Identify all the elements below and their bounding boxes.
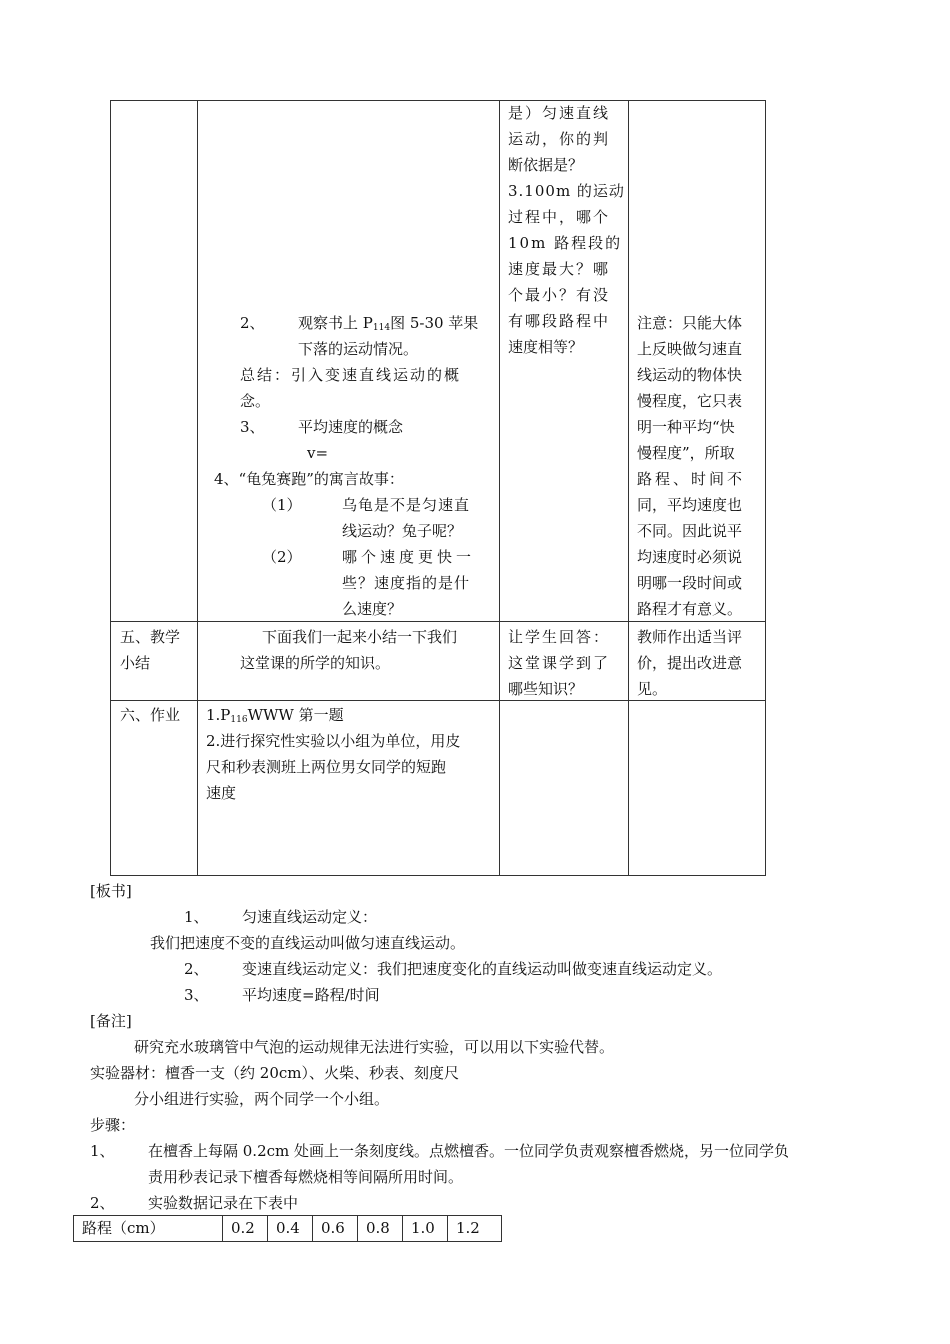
note-line: 明一种平均“快 xyxy=(637,418,735,436)
table-cell: 0.4 xyxy=(268,1216,313,1241)
list-number: 3、 xyxy=(240,418,265,436)
list-number: 1、 xyxy=(90,1142,115,1160)
list-number: 2、 xyxy=(90,1194,115,1212)
summary-line: 总结：引入变速直线运动的概 xyxy=(240,366,462,384)
table-cell: 0.8 xyxy=(358,1216,403,1241)
board-item: 变速直线运动定义：我们把速度变化的直线运动叫做变速直线运动定义。 xyxy=(242,960,723,978)
observe-line-2: 下落的运动情况。 xyxy=(298,340,419,358)
teacher-response: 教师作出适当评 xyxy=(637,628,743,646)
note-line: 注意：只能大体 xyxy=(637,314,743,332)
list-number: 1、 xyxy=(184,908,209,926)
board-item: 匀速直线运动定义： xyxy=(242,908,378,926)
section-heading: [备注] xyxy=(90,1012,132,1030)
table-cell: 0.2 xyxy=(223,1216,268,1241)
note-line: 线运动的物体快 xyxy=(637,366,743,384)
table-cell: 0.6 xyxy=(313,1216,358,1241)
student-response: 哪些知识？ xyxy=(508,680,584,698)
list-number: 2、 xyxy=(240,314,265,332)
observe-line: 观察书上 $P_{114}$图 5-30 苹果 xyxy=(298,314,479,333)
cell-line: 过程中，哪个 xyxy=(508,208,611,226)
question-line: 乌龟是不是匀速直 xyxy=(342,496,471,514)
cell-line: 10m 路程段的 xyxy=(508,234,623,252)
table-header-cell: 路程（cm） xyxy=(74,1216,223,1241)
homework-item: 2.进行探究性实验以小组为单位，用皮 xyxy=(206,732,461,750)
cell-line: 断依据是？ xyxy=(508,156,584,174)
note-line: 慢程度”，所取 xyxy=(637,444,735,462)
question-line: 线运动？兔子呢？ xyxy=(342,522,463,540)
cell-line: 速度最大？哪 xyxy=(508,260,611,278)
cell-line: 有哪段路程中 xyxy=(508,312,611,330)
question-number: （2） xyxy=(262,548,302,566)
student-response: 这堂课学到了 xyxy=(508,654,611,672)
question-number: （1） xyxy=(262,496,302,514)
teacher-response: 见。 xyxy=(637,680,668,698)
note-line: 明哪一段时间或 xyxy=(637,574,743,592)
table-divider xyxy=(628,101,629,875)
row-label: 六、作业 xyxy=(120,706,181,724)
step-text: 责用秒表记录下檀香每燃烧相等间隔所用时间。 xyxy=(148,1168,464,1186)
summary-content: 下面我们一起来小结一下我们 xyxy=(262,628,458,646)
cell-line: 速度相等？ xyxy=(508,338,584,356)
teacher-response: 价，提出改进意 xyxy=(637,654,743,672)
cell-line: 是）匀速直线 xyxy=(508,104,611,122)
row-label: 五、教学 xyxy=(120,628,181,646)
homework-item: 速度 xyxy=(206,784,237,802)
notes-groups: 分小组进行实验，两个同学一个小组。 xyxy=(134,1090,390,1108)
table-cell: 1.2 xyxy=(456,1219,480,1237)
step-text: 实验数据记录在下表中 xyxy=(148,1194,299,1212)
question-line: 哪个速度更快一 xyxy=(342,548,476,566)
homework-item: 尺和秒表测班上两位男女同学的短跑 xyxy=(206,758,447,776)
steps-label: 步骤： xyxy=(90,1116,136,1134)
table-divider xyxy=(499,101,500,875)
list-number: 2、 xyxy=(184,960,209,978)
average-speed-concept: 平均速度的概念 xyxy=(298,418,404,436)
note-line: 路程、时间不 xyxy=(637,470,746,488)
cell-line: 运动，你的判 xyxy=(508,130,611,148)
table-divider xyxy=(197,101,198,875)
fable-heading: 4、“龟兔赛跑”的寓言故事： xyxy=(214,470,404,488)
homework-item: $1.P_{116}WWW$ 第一题 xyxy=(206,706,344,725)
summary-content: 这堂课的所学的知识。 xyxy=(240,654,391,672)
list-number: 3、 xyxy=(184,986,209,1004)
student-response: 让学生回答： xyxy=(508,628,611,646)
board-item: 平均速度=路程/时间 xyxy=(242,986,380,1004)
cell-line: 3.100m 的运动 xyxy=(508,182,625,200)
speed-formula: v= xyxy=(307,444,329,462)
note-line: 同，平均速度也 xyxy=(637,496,743,514)
question-line: 些？速度指的是什 xyxy=(342,574,471,592)
note-line: 上反映做匀速直 xyxy=(637,340,743,358)
notes-intro: 研究充水玻璃管中气泡的运动规律无法进行实验，可以用以下实验代替。 xyxy=(134,1038,615,1056)
question-line: 么速度？ xyxy=(342,600,403,618)
section-heading: [板书] xyxy=(90,882,132,900)
note-line: 不同。因此说平 xyxy=(637,522,743,540)
notes-materials: 实验器材：檀香一支（约 20cm）、火柴、秒表、刻度尺 xyxy=(90,1064,459,1082)
row-label: 小结 xyxy=(120,654,151,672)
note-line: 路程才有意义。 xyxy=(637,600,743,618)
cell-line: 个最小？有没 xyxy=(508,286,611,304)
data-table xyxy=(73,1215,502,1242)
summary-line-2: 念。 xyxy=(240,392,271,410)
table-cell: 1.0 xyxy=(403,1216,448,1241)
board-definition: 我们把速度不变的直线运动叫做匀速直线运动。 xyxy=(150,934,466,952)
note-line: 均速度时必须说 xyxy=(637,548,743,566)
step-text: 在檀香上每隔 0.2cm 处画上一条刻度线。点燃檀香。一位同学负责观察檀香燃烧，另一位同学负 xyxy=(148,1142,790,1160)
note-line: 慢程度，它只表 xyxy=(637,392,743,410)
